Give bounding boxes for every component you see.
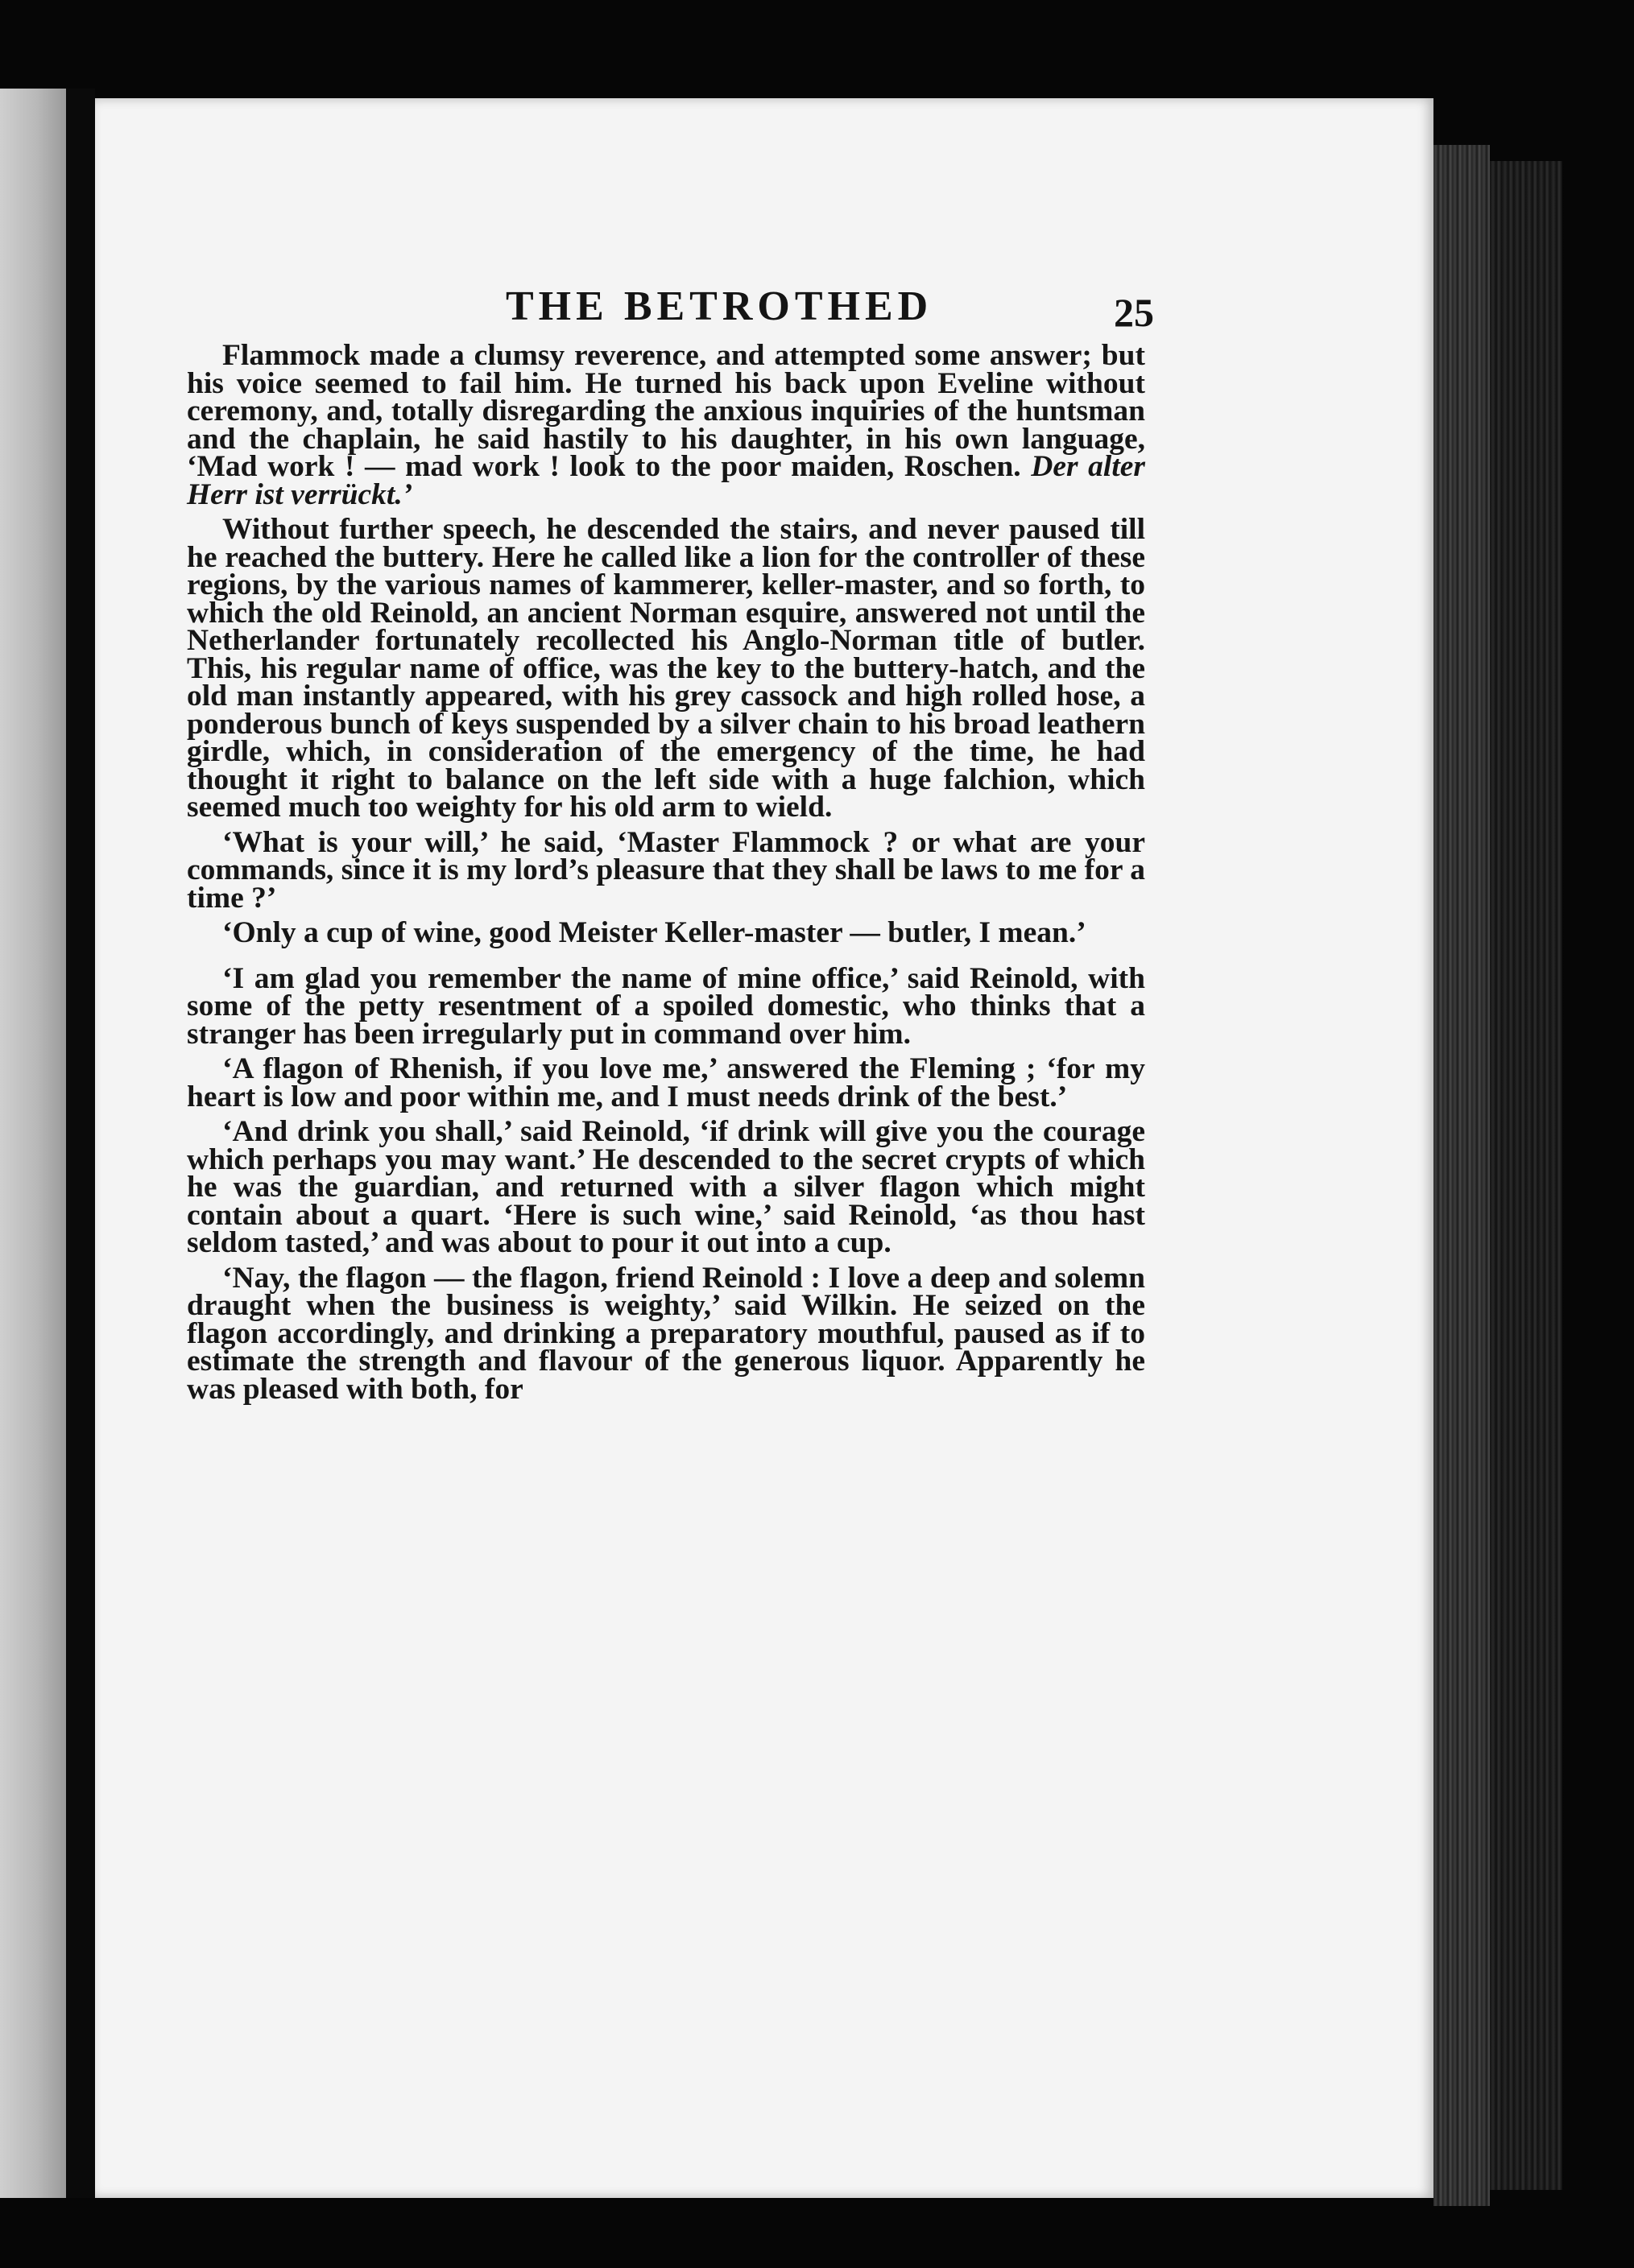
paragraph: ‘And drink you shall,’ said Reinold, ‘if drink will give you the courage which perhaps you may want.’ He descended to the secret crypts of which he was the guardian, and returned with a silver flagon which might contain about a quart. ‘Here is such wine,’ said Reinold, ‘as thou hast seldom tasted,’ and was about to pour it out into a cup. <box>187 1115 1145 1259</box>
gutter-shadow <box>66 89 95 2198</box>
page-block-edge <box>1433 145 1490 2206</box>
paragraph: ‘A flagon of Rhenish, if you love me,’ answered the Fleming ; ‘for my heart is low and poor within me, and I must needs drink of the best.’ <box>187 1052 1145 1113</box>
running-head <box>95 278 1433 334</box>
paragraph <box>187 339 1145 511</box>
paragraph: ‘Only a cup of wine, good Meister Keller-master — butler, I mean.’ <box>222 916 1086 949</box>
paragraph-text: Flammock made a clumsy reverence, and attempted some answer; but his voice seemed to fail him. He turned his back upon Eveline without ceremony, and, totally disregarding the anxious inquiries of the huntsman and the chaplain, he said hastily to his daughter, in his own language, ‘Mad work ! — mad work ! look to the poor maiden, Roschen. <box>187 339 1145 483</box>
facing-page-edge <box>0 89 66 2198</box>
page-number: 25 <box>1114 290 1154 335</box>
paragraph: Without further speech, he descended the stairs, and never paused till he reached the buttery. Here he called like a lion for the controller of these regions, by the various names of kammerer, keller-master, and so forth, to which the old Reinold, an ancient Norman esquire, answered not until the Netherlander fortunately recollected his Anglo-Norman title of butler. This, his regular name of office, was the key to the buttery-hatch, and the old man instantly appeared, with his grey cassock and high rolled hose, a ponderous bunch of keys suspended by a silver chain to his broad leathern girdle, which, in consideration of the emergency of the time, he had thought it right to balance on the left side with a huge falchion, which seemed much too weighty for his old arm to wield. <box>187 513 1145 824</box>
book-binding-edge <box>1490 161 1562 2190</box>
body-text <box>187 339 1145 1411</box>
paragraph: ‘I am glad you remember the name of mine office,’ said Reinold, with some of the petty resentment of a spoiled domestic, who thinks that a stranger has been irregularly put in command over him. <box>187 961 1145 1051</box>
book-title: THE BETROTHED <box>506 283 933 329</box>
paragraph: ‘What is your will,’ he said, ‘Master Flammock ? or what are your commands, since it is my lord’s pleasure that they shall be laws to me for a time ?’ <box>187 825 1145 915</box>
paragraph-italic-text: Der alter Herr ist verrückt.’ <box>187 450 1145 511</box>
paragraph: ‘Nay, the flagon — the flagon, friend Reinold : I love a deep and solemn draught when the business is weighty,’ said Wilkin. He seized on the flagon accordingly, and drinking a preparatory mouthful, paused as if to estimate the strength and flavour of the generous liquor. Apparently he was pleased with both, for <box>187 1261 1145 1406</box>
